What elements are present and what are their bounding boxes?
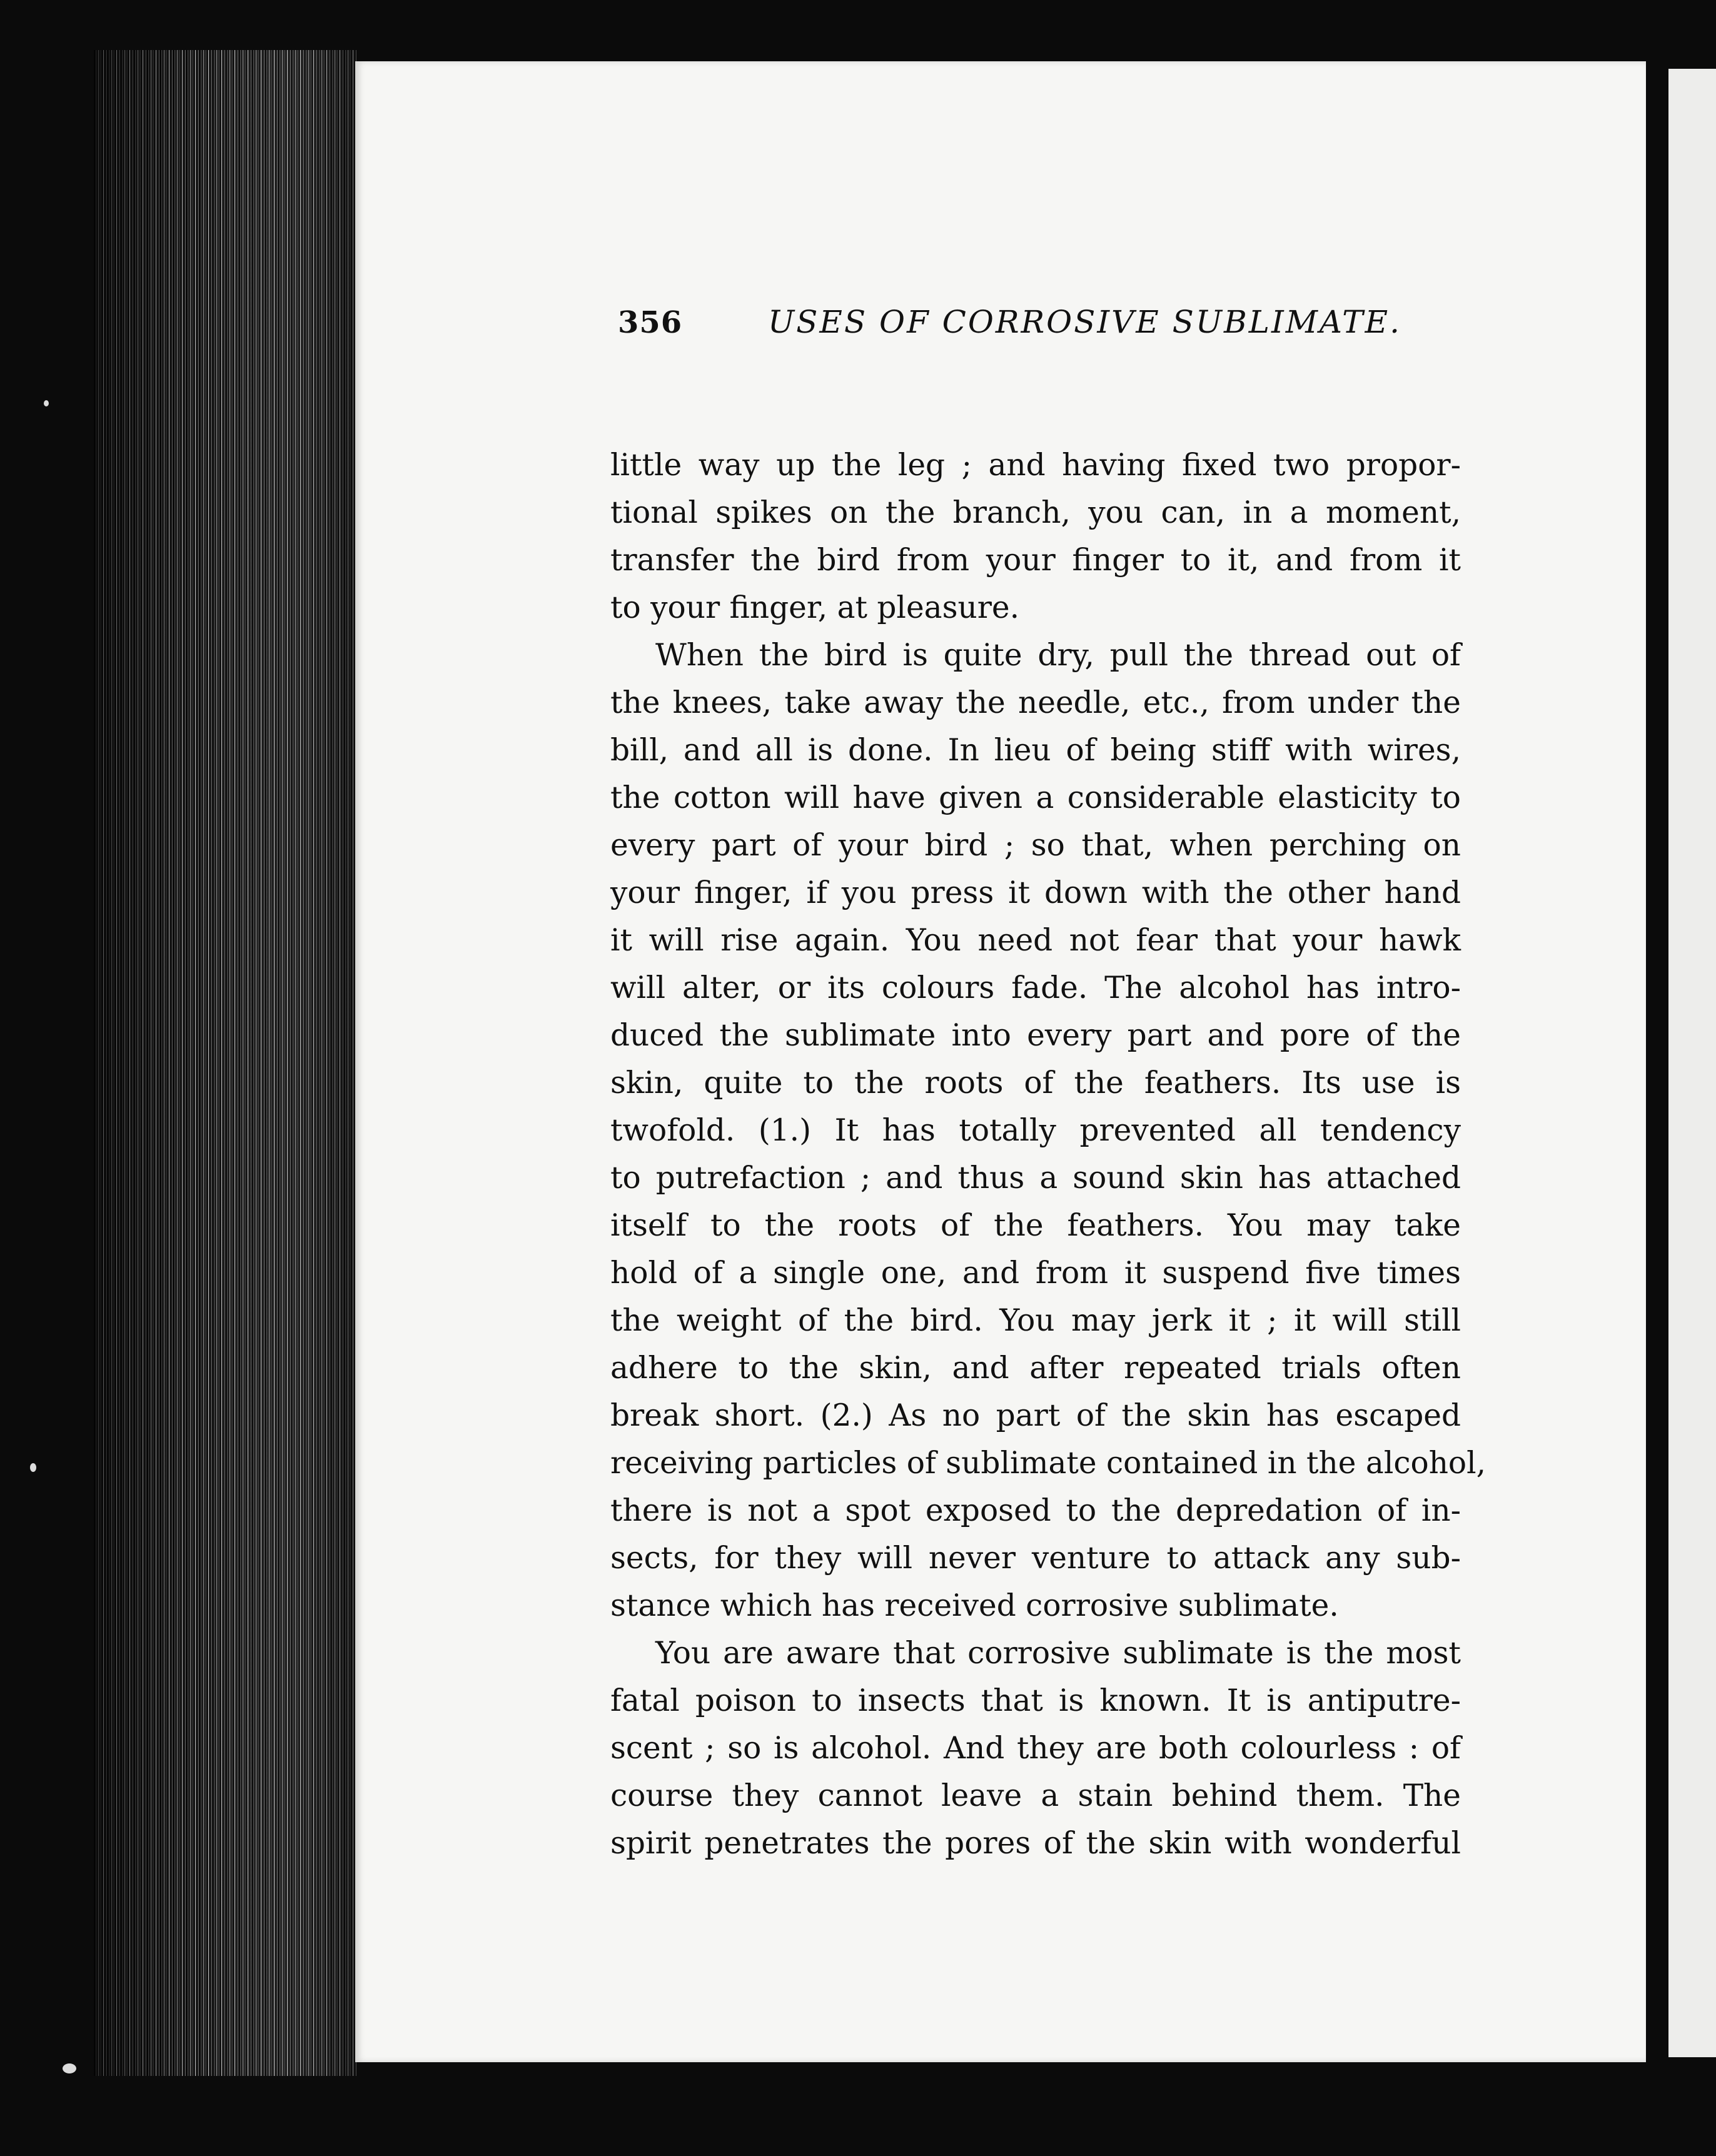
text-line: stance which has received corrosive sublimate. (610, 1588, 1339, 1623)
text-line: every part of your bird ; so that, when perching on (610, 828, 1461, 863)
facing-page-edge (1668, 69, 1716, 2057)
text-line: tional spikes on the branch, you can, in a moment, (610, 495, 1461, 530)
running-head (618, 299, 1431, 349)
text-line: When the bird is quite dry, pull the thread out of (655, 638, 1461, 673)
text-line: transfer the bird from your finger to it, and from it (610, 543, 1461, 578)
text-line: skin, quite to the roots of the feathers. Its use is (610, 1065, 1461, 1101)
dust-speck (44, 400, 49, 406)
running-title: USES OF CORROSIVE SUBLIMATE. (768, 304, 1402, 340)
text-line: the cotton will have given a considerable elasticity to (610, 780, 1461, 815)
text-line: little way up the leg ; and having fixed two propor- (610, 448, 1461, 483)
text-line: fatal poison to insects that is known. It is antiputre- (610, 1683, 1461, 1718)
book-page (355, 61, 1646, 2062)
text-line: receiving particles of sublimate contained in the alcohol, (610, 1446, 1486, 1481)
dust-speck (63, 2063, 76, 2073)
text-line: will alter, or its colours fade. The alcohol has intro- (610, 970, 1461, 1005)
text-line: You are aware that corrosive sublimate is the most (655, 1636, 1461, 1671)
text-line: duced the sublimate into every part and pore of the (610, 1018, 1461, 1053)
dust-speck (30, 1463, 36, 1472)
text-line: bill, and all is done. In lieu of being stiff with wires, (610, 733, 1461, 768)
page-stack-edge (94, 50, 356, 2076)
text-line: break short. (2.) As no part of the skin has escaped (610, 1398, 1461, 1433)
page-number: 356 (618, 305, 683, 340)
text-line: to your finger, at pleasure. (610, 590, 1019, 625)
text-line: hold of a single one, and from it suspend five times (610, 1256, 1461, 1291)
body-text (610, 441, 1486, 1867)
text-line: twofold. (1.) It has totally prevented all tendency (610, 1113, 1461, 1148)
text-line: there is not a spot exposed to the depredation of in- (610, 1493, 1461, 1528)
text-line: to putrefaction ; and thus a sound skin has attached (610, 1161, 1461, 1196)
text-line: course they cannot leave a stain behind them. The (610, 1778, 1461, 1813)
text-line: your finger, if you press it down with the other hand (610, 875, 1461, 910)
text-line: the knees, take away the needle, etc., from under the (610, 685, 1461, 720)
text-line: adhere to the skin, and after repeated trials often (610, 1351, 1461, 1386)
text-line: scent ; so is alcohol. And they are both colourless : of (610, 1731, 1461, 1766)
text-line: sects, for they will never venture to attack any sub- (610, 1541, 1461, 1576)
text-line: the weight of the bird. You may jerk it ; it will still (610, 1303, 1461, 1338)
text-line: it will rise again. You need not fear that your hawk (610, 923, 1461, 958)
text-line: spirit penetrates the pores of the skin with wonderful (610, 1826, 1461, 1861)
text-line: itself to the roots of the feathers. You may take (610, 1208, 1461, 1243)
